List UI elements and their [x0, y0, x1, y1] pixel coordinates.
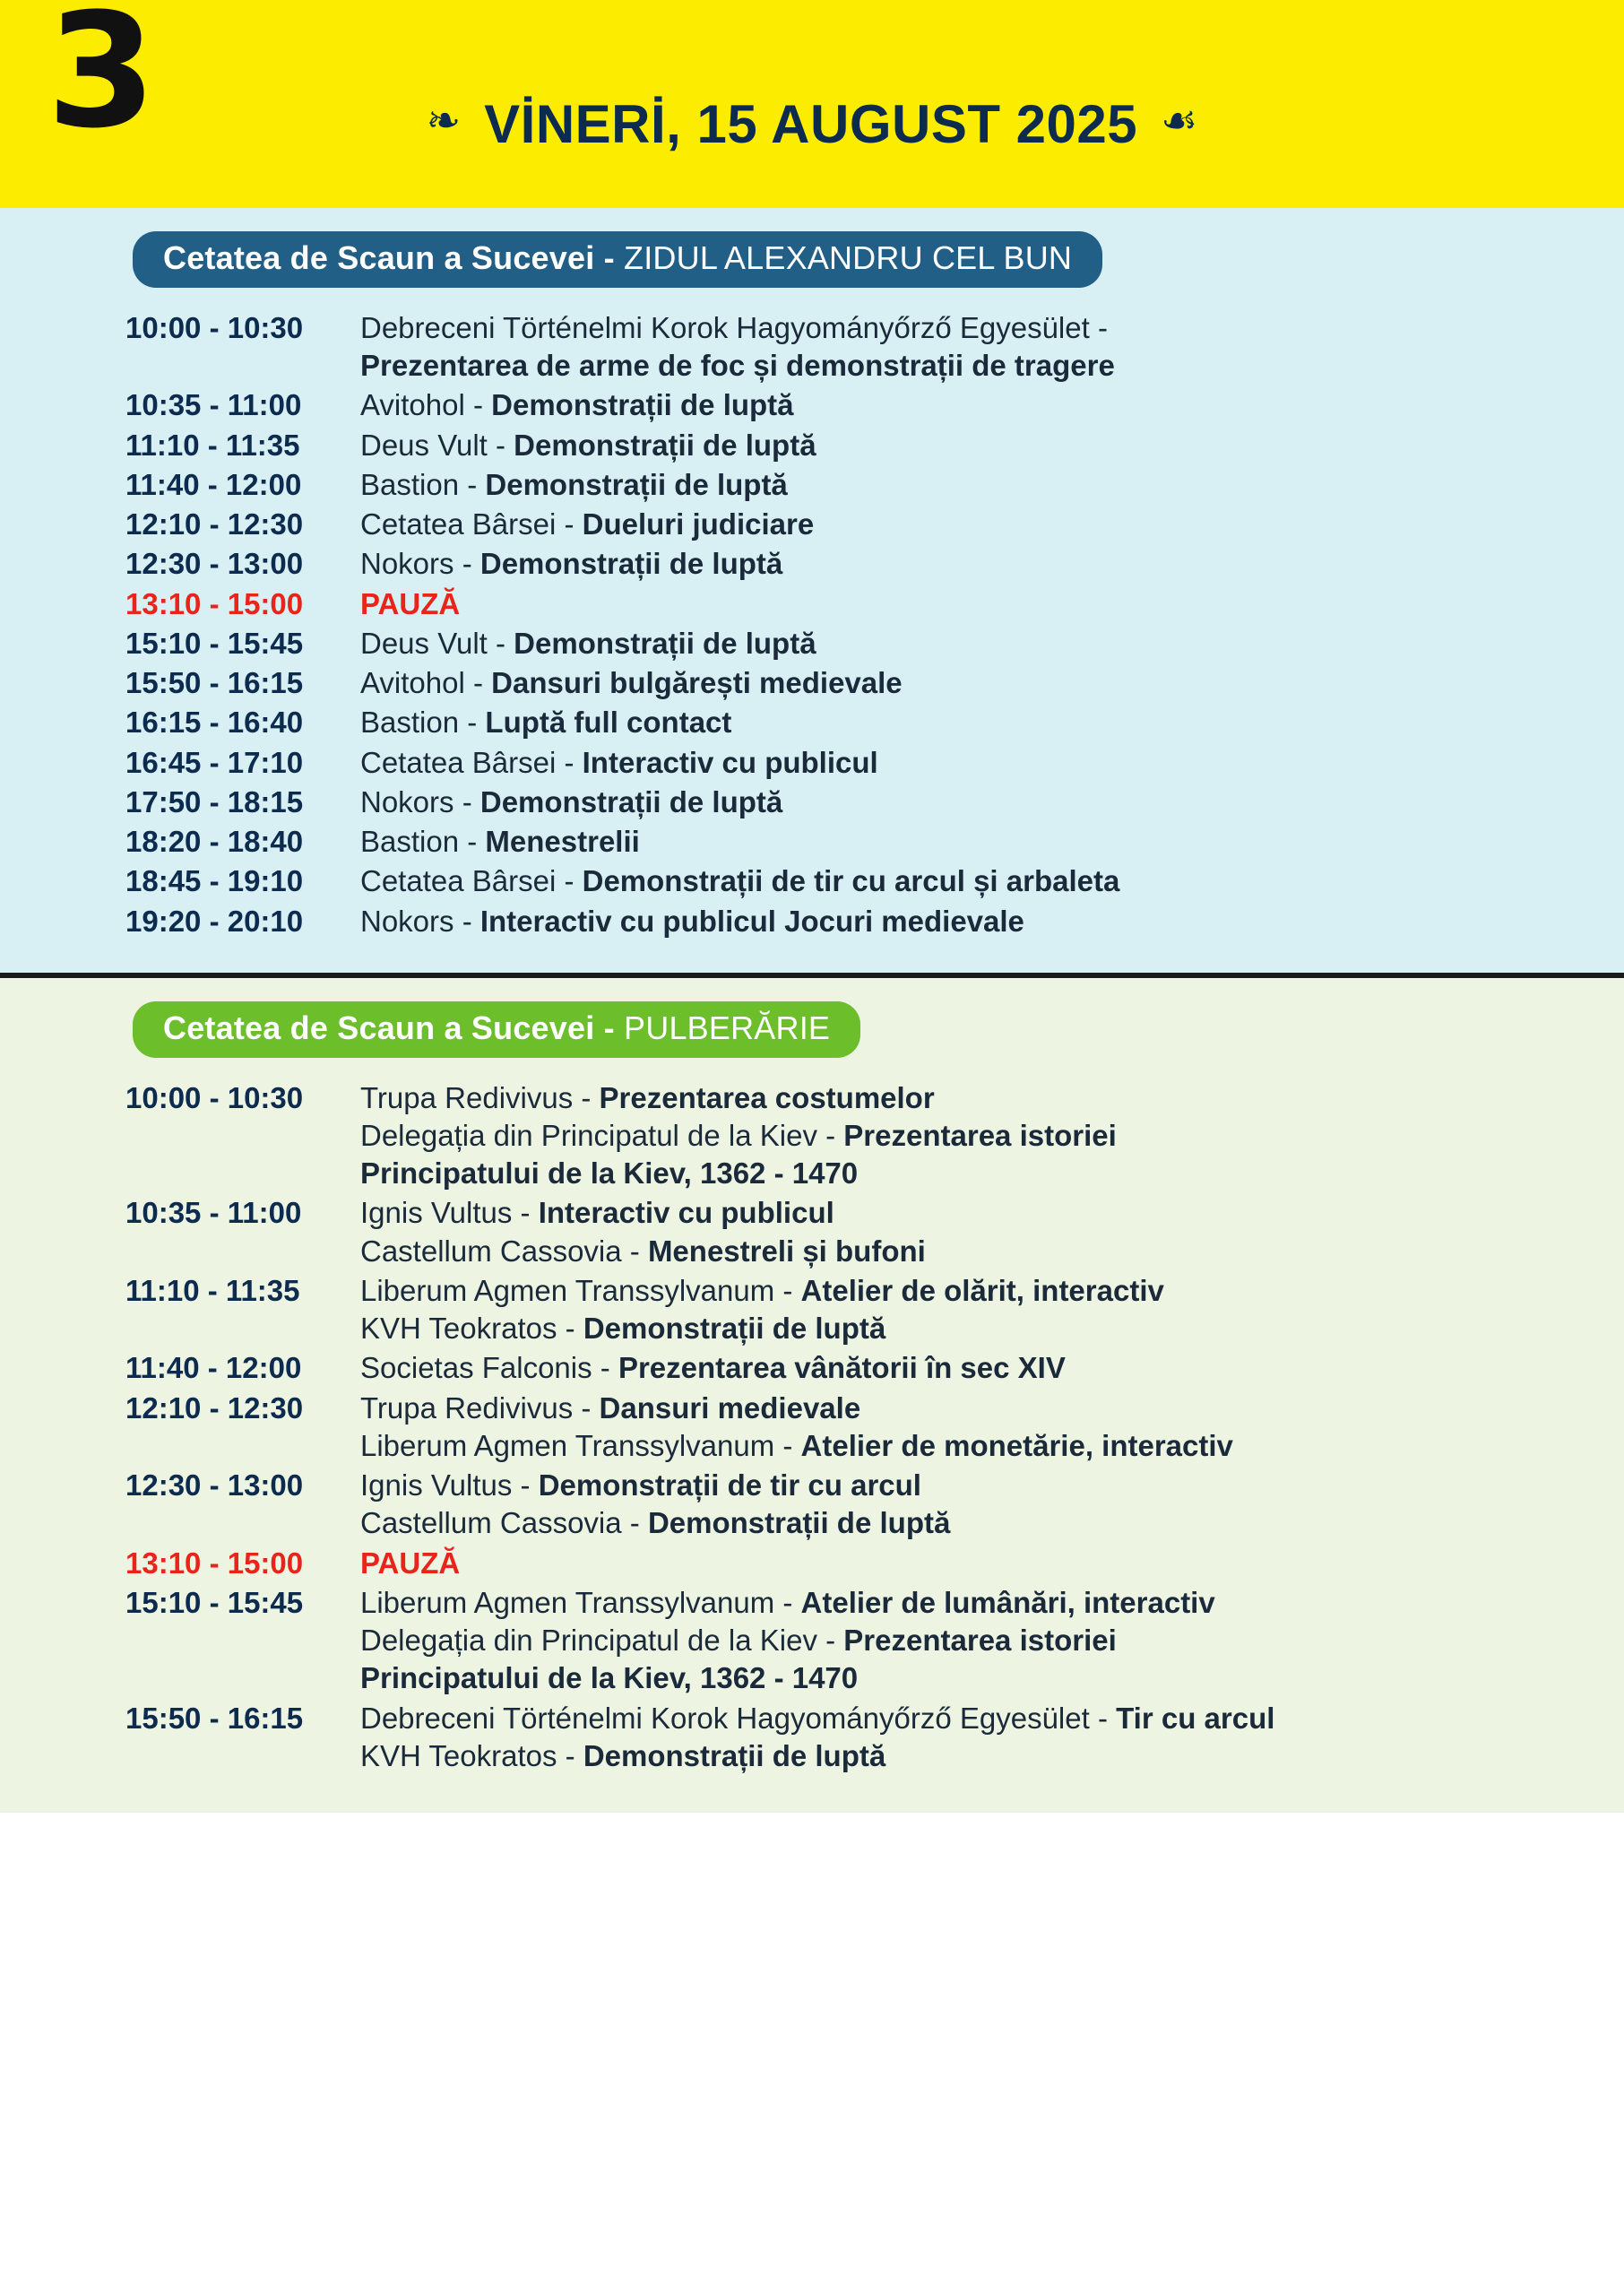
- schedule-entry: [360, 1700, 1570, 1737]
- schedule-row: [125, 545, 1624, 583]
- schedule-entries: [360, 862, 1624, 900]
- entry-group: Deus Vult -: [360, 428, 514, 462]
- page-title: VİNERİ, 15 AUGUST 2025: [484, 93, 1138, 154]
- schedule-row: [125, 585, 1624, 623]
- entry-activity: Demonstrații de tir cu arcul: [538, 1468, 921, 1503]
- schedule-time: 13:10 - 15:00: [125, 1546, 304, 1580]
- entry-activity: Demonstrații de luptă: [479, 784, 783, 818]
- schedule-entry: [360, 1079, 1570, 1117]
- entry-activity: Demonstrații de tir cu arcul și arbaleta: [582, 864, 1120, 898]
- schedule-time: 15:10 - 15:45: [125, 1585, 304, 1619]
- entry-activity: Atelier de olărit, interactiv: [800, 1273, 1164, 1307]
- schedule-entry: [360, 625, 1570, 663]
- schedule-time: 10:00 - 10:30: [125, 311, 304, 344]
- schedule-entry: [360, 1117, 1570, 1155]
- schedule-time: 11:10 - 11:35: [125, 428, 300, 462]
- entry-group: Debreceni Történelmi Korok Hagyományőrző Egyesület -: [360, 1701, 1117, 1735]
- schedule-entries: [360, 1194, 1624, 1269]
- schedule-entry: [360, 1622, 1570, 1659]
- schedule-row: [125, 903, 1624, 940]
- schedule-entries: [360, 1079, 1624, 1193]
- schedule-entries: [360, 1390, 1624, 1465]
- header-title-group: [0, 0, 1624, 208]
- schedule-entry: [360, 309, 1570, 347]
- schedule-entries: [360, 823, 1624, 861]
- entry-group: Delegația din Principatul de la Kiev -: [360, 1624, 844, 1658]
- entry-group: Liberum Agmen Transsylvanum -: [360, 1273, 801, 1307]
- schedule-entry: [360, 1545, 1570, 1582]
- schedule-list: [0, 1079, 1624, 1775]
- schedule-row: [125, 1272, 1624, 1347]
- entry-group: KVH Teokratos -: [360, 1312, 583, 1346]
- schedule-entry: [360, 1427, 1570, 1465]
- schedule-entries: [360, 466, 1624, 504]
- schedule-entries: [360, 784, 1624, 821]
- schedule-time: 10:35 - 11:00: [125, 388, 302, 422]
- entry-activity: Demonstrații de luptă: [647, 1506, 951, 1540]
- schedule-row: [125, 1079, 1624, 1193]
- entry-group: Societas Falconis -: [360, 1351, 618, 1385]
- schedule-row: [125, 1349, 1624, 1387]
- schedule-entries: [360, 506, 1624, 543]
- schedule-row: [125, 784, 1624, 821]
- schedule-entries: [360, 386, 1624, 424]
- entry-group: Bastion -: [360, 467, 486, 501]
- schedule-row: [125, 1700, 1624, 1775]
- schedule-time: 11:40 - 12:00: [125, 467, 302, 501]
- schedule-entries: [360, 585, 1624, 623]
- schedule-time: 13:10 - 15:00: [125, 586, 304, 620]
- entry-group: Delegația din Principatul de la Kiev -: [360, 1118, 844, 1152]
- schedule-entry: [360, 1584, 1570, 1622]
- entry-activity: Luptă full contact: [485, 706, 732, 740]
- entry-group: Avitohol -: [360, 388, 492, 422]
- entry-group: Cetatea Bârsei -: [360, 745, 583, 779]
- venue-name: ZIDUL ALEXANDRU CEL BUN: [624, 239, 1073, 276]
- schedule-entry: [360, 1390, 1570, 1427]
- entry-activity: Demonstrații de luptă: [514, 428, 816, 462]
- entry-group: KVH Teokratos -: [360, 1738, 583, 1772]
- schedule-entries: [360, 545, 1624, 583]
- schedule-entries: [360, 625, 1624, 663]
- schedule-time: 16:15 - 16:40: [125, 706, 304, 740]
- entry-activity: Dueluri judiciare: [582, 507, 815, 541]
- entry-activity: PAUZĂ: [360, 1546, 461, 1580]
- schedule-entry: [360, 784, 1570, 821]
- schedule-time: 12:10 - 12:30: [125, 507, 304, 541]
- schedule-entry: [360, 744, 1570, 782]
- entry-group: Nokors -: [360, 904, 480, 938]
- schedule-list: [0, 309, 1624, 940]
- entry-group: Bastion -: [360, 825, 486, 859]
- entry-group: Deus Vult -: [360, 626, 514, 660]
- schedule-time: 10:00 - 10:30: [125, 1080, 304, 1114]
- schedule-entry: [360, 1194, 1570, 1232]
- schedule-time: 15:50 - 16:15: [125, 1701, 304, 1735]
- entry-activity: Prezentarea vânătorii în sec XIV: [618, 1351, 1066, 1385]
- schedule-entries: [360, 664, 1624, 702]
- schedule-time: 19:20 - 20:10: [125, 904, 304, 938]
- schedule-row: [125, 1545, 1624, 1582]
- entry-group: Trupa Redivivus -: [360, 1080, 600, 1114]
- entry-activity: Demonstrații de luptă: [583, 1312, 886, 1346]
- entry-activity: Prezentarea de arme de foc și demonstrații de tragere: [360, 349, 1115, 383]
- entry-group: Trupa Redivivus -: [360, 1390, 600, 1425]
- venue-badge: [133, 231, 1102, 288]
- schedule-row: [125, 1194, 1624, 1269]
- schedule-entry: [360, 386, 1570, 424]
- entry-group: Avitohol -: [360, 666, 492, 700]
- schedule-row: [125, 466, 1624, 504]
- schedule-entry: [360, 585, 1570, 623]
- section-zidul-alexandru-cel-bun: [0, 208, 1624, 973]
- schedule-entry: [360, 1504, 1570, 1542]
- schedule-entries: [360, 744, 1624, 782]
- schedule-entries: [360, 1584, 1624, 1698]
- schedule-row: [125, 427, 1624, 464]
- schedule-entry: [360, 1155, 1570, 1192]
- entry-group: Nokors -: [360, 784, 480, 818]
- section-pulberarie: [0, 978, 1624, 1813]
- schedule-time: 12:30 - 13:00: [125, 1468, 304, 1503]
- schedule-entry: [360, 1659, 1570, 1697]
- schedule-time: 18:45 - 19:10: [125, 864, 304, 898]
- schedule-entries: [360, 903, 1624, 940]
- schedule-entries: [360, 1467, 1624, 1542]
- entry-activity: Principatului de la Kiev, 1362 - 1470: [360, 1156, 859, 1191]
- schedule-time: 15:10 - 15:45: [125, 626, 304, 660]
- schedule-entry: [360, 1310, 1570, 1347]
- entry-activity: Menestrelii: [485, 825, 640, 859]
- entry-activity: Interactiv cu publicul: [538, 1196, 834, 1230]
- entry-group: Castellum Cassovia -: [360, 1506, 648, 1540]
- schedule-time: 15:50 - 16:15: [125, 666, 304, 700]
- schedule-entry: [360, 704, 1570, 741]
- schedule-entry: [360, 664, 1570, 702]
- entry-activity: Interactiv cu publicul: [582, 745, 878, 779]
- schedule-row: [125, 823, 1624, 861]
- schedule-row: [125, 506, 1624, 543]
- entry-activity: Prezentarea istoriei: [843, 1624, 1117, 1658]
- schedule-row: [125, 386, 1624, 424]
- schedule-entry: [360, 545, 1570, 583]
- schedule-entry: [360, 823, 1570, 861]
- entry-activity: Prezentarea istoriei: [843, 1118, 1117, 1152]
- entry-activity: Atelier de monetărie, interactiv: [800, 1428, 1233, 1462]
- entry-group: Nokors -: [360, 547, 480, 581]
- venue-badge: [133, 1001, 860, 1058]
- schedule-entry: [360, 1737, 1570, 1775]
- schedule-entry: [360, 466, 1570, 504]
- entry-activity: Dansuri bulgărești medievale: [491, 666, 903, 700]
- schedule-entry: [360, 506, 1570, 543]
- schedule-time: 12:10 - 12:30: [125, 1390, 304, 1425]
- entry-activity: Menestreli și bufoni: [647, 1234, 926, 1268]
- entry-activity: Demonstrații de luptă: [485, 467, 788, 501]
- schedule-time: 16:45 - 17:10: [125, 745, 304, 779]
- ornament-left-icon: ❧: [426, 96, 462, 144]
- entry-activity: Prezentarea costumelor: [599, 1080, 935, 1114]
- entry-activity: Atelier de lumânări, interactiv: [800, 1585, 1215, 1619]
- schedule-entries: [360, 427, 1624, 464]
- schedule-row: [125, 625, 1624, 663]
- entry-activity: Demonstrații de luptă: [583, 1738, 886, 1772]
- schedule-time: 10:35 - 11:00: [125, 1196, 302, 1230]
- schedule-time: 18:20 - 18:40: [125, 825, 304, 859]
- entry-activity: Demonstrații de luptă: [491, 388, 794, 422]
- entry-activity: Interactiv cu publicul Jocuri medievale: [479, 904, 1024, 938]
- schedule-row: [125, 704, 1624, 741]
- schedule-entry: [360, 903, 1570, 940]
- entry-activity: Demonstrații de luptă: [514, 626, 816, 660]
- schedule-time: 12:30 - 13:00: [125, 547, 304, 581]
- schedule-entries: [360, 1272, 1624, 1347]
- schedule-row: [125, 744, 1624, 782]
- schedule-time: 17:50 - 18:15: [125, 784, 304, 818]
- schedule-row: [125, 1584, 1624, 1698]
- schedule-entry: [360, 1272, 1570, 1310]
- entry-group: Castellum Cassovia -: [360, 1234, 648, 1268]
- entry-group: Ignis Vultus -: [360, 1196, 539, 1230]
- entry-group: Cetatea Bârsei -: [360, 507, 583, 541]
- entry-activity: Demonstrații de luptă: [479, 547, 783, 581]
- venue-prefix: Cetatea de Scaun a Sucevei -: [163, 239, 625, 276]
- schedule-row: [125, 1467, 1624, 1542]
- entry-group: Liberum Agmen Transsylvanum -: [360, 1428, 801, 1462]
- venue-prefix: Cetatea de Scaun a Sucevei -: [163, 1009, 625, 1046]
- schedule-entry: [360, 1467, 1570, 1504]
- schedule-entry: [360, 862, 1570, 900]
- entry-group: Debreceni Történelmi Korok Hagyományőrző Egyesület -: [360, 311, 1108, 344]
- schedule-entries: [360, 704, 1624, 741]
- schedule-entry: [360, 1233, 1570, 1270]
- day-number: 3: [47, 0, 153, 163]
- schedule-entries: [360, 1545, 1624, 1582]
- schedule-entry: [360, 1349, 1570, 1387]
- entry-activity: Tir cu arcul: [1116, 1701, 1275, 1735]
- schedule-time: 11:10 - 11:35: [125, 1273, 300, 1307]
- entry-activity: Dansuri medievale: [599, 1390, 861, 1425]
- day-header: [0, 0, 1624, 208]
- entry-group: Ignis Vultus -: [360, 1468, 539, 1503]
- schedule-row: [125, 664, 1624, 702]
- schedule-entries: [360, 309, 1624, 385]
- schedule-entries: [360, 1700, 1624, 1775]
- schedule-row: [125, 1390, 1624, 1465]
- schedule-row: [125, 862, 1624, 900]
- entry-group: Cetatea Bârsei -: [360, 864, 583, 898]
- ornament-right-icon: ☙: [1161, 96, 1198, 144]
- schedule-entries: [360, 1349, 1624, 1387]
- schedule-time: 11:40 - 12:00: [125, 1351, 302, 1385]
- schedule-entry: [360, 347, 1570, 385]
- venue-name: PULBERĂRIE: [624, 1009, 831, 1046]
- entry-group: Bastion -: [360, 706, 486, 740]
- schedule-row: [125, 309, 1624, 385]
- entry-group: Liberum Agmen Transsylvanum -: [360, 1585, 801, 1619]
- entry-activity: PAUZĂ: [360, 586, 461, 620]
- schedule-entry: [360, 427, 1570, 464]
- entry-activity: Principatului de la Kiev, 1362 - 1470: [360, 1661, 859, 1695]
